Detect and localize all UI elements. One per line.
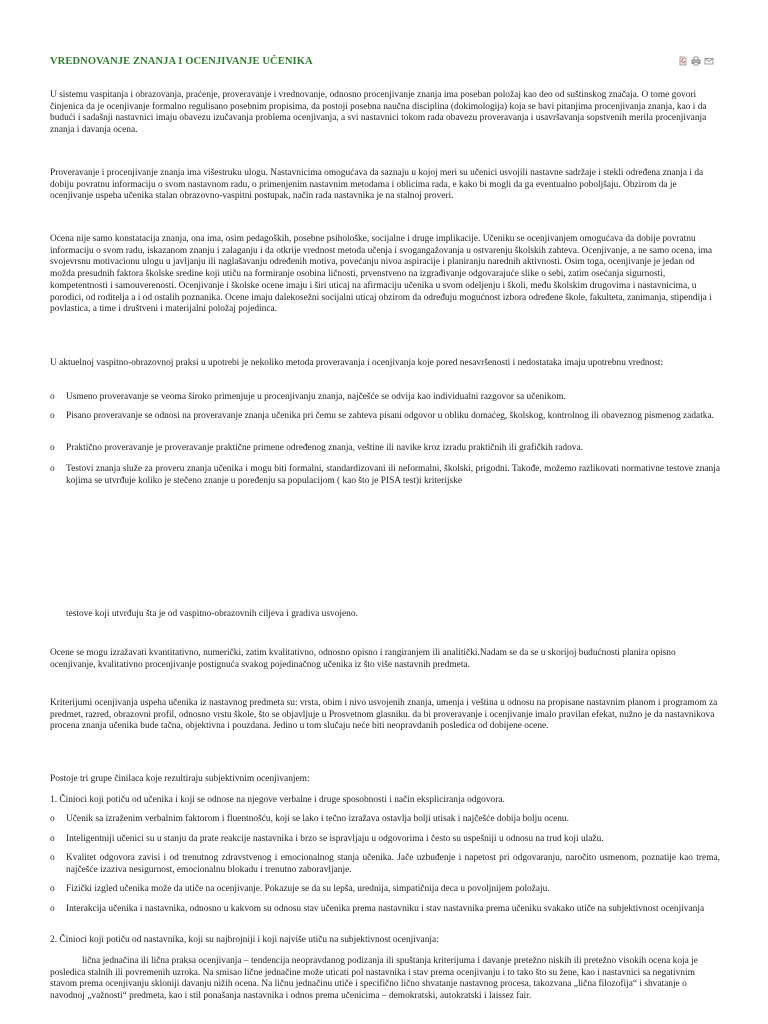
methods-intro-paragraph: U aktuelnoj vaspitno-obrazovnoj praksi u upotrebi je nekoliko metoda proveravanja i ocenjivanja koje pored nesavršenosti i nedostataka imaju upotrebnu vrednost: bbox=[50, 358, 664, 368]
implications-paragraph: Ocena nije samo konstatacija znanja, ona ima, osim pedagoških, posebne psihološke, socijalne i druge implikacije. Učeniku se ocenjivanjem omogućava da dobije povratnu informaciju o svom radu, iskazanom znanju i zalaganju i da otkrije vrednost metoda učenja i svogangažovanja u ostvarenju školskih zahteva. Ocenjivanje, a ne samo ocena, ima svojevrsnu motivacionu ulogu u javljanju ili naglašavanju određenih motiva, povećanju nivoa aspiracije i planiranju narednih aktivnosti. Osim toga, ocenjivanje je jedan od možda presudnih faktora školske sredine koji utiču na formiranje osobina ličnosti, prvenstveno na izgrađivanje odgovarajuće slike o sebi, zatim osećanja sigurnosti, kompetentnosti i samouverenosti. Ocenjivanje i školske ocene imaju i širi uticaj na afirmaciju učenika u svom odeljenju i školi, među školskim drugovima i nastavnicima, u porodici, od roditelja a i od ostalih poznanika. Ocene imaju dalekosežni socijalni uticaj obzirom da određuju mogućnost izbora određene škole, fakulteta, zanimanja, stipendija i povlastica, a time i društveni i materijalni položaj pojedinca. bbox=[50, 234, 713, 315]
personal-equation-paragraph: lična jednačina ili lična praksa ocenjivanja – tendencija neopravdanog podizanja ili spuštanja kriterijuma i davanje pretežno niskih ili pretežno visokih ocena koja je posledica stalnih ili povremenih uzroka. Na smisao lične jednačine može uticati pol nastavnika i stav prema ocenjivanju i to tako što su žene, kao i nastavnici sa negativnim stavom prema ocenjivanju skloniji davanju nižih ocena. Na ličnu jednačinu utiče i specifično lično shvatanje nastavnog procesa, takozvana „lična filozofija“ i shvatanje o navodnoj „važnosti“ predmeta, kao i stil ponašanja nastavnika i odnos prema učenicima – demokratski, autokratski i laissez fair. bbox=[50, 956, 698, 1002]
criteria-paragraph: Kriterijumi ocenjivanja uspeha učenika iz nastavnog predmeta su: vrsta, obim i nivo usvojenih znanja, umenja i veština u odnosu na propisane nastavnim planom i programom za predmet, razred, obrazovni profil, odnosno vrstu škole, što se objavljuje u Prosvetnom glasniku. da bi proveravanje i ocenjivanje imalo pravilan efekat, nužno je da nastavnikova procena znanja učenika bude tačna, objektivna i pouzdana. Jedino u tom slučaju neće biti neopravdanih posledica od dobijene ocene. bbox=[50, 698, 718, 732]
factor-appearance: Fizički izgled učenika može da utiče na ocenjivanje. Pokazuje se da su lepša, urednija, simpatičnija deca u povoljnijem položaju. bbox=[66, 884, 550, 894]
factor-emotional-state: Kvalitet odgovora zavisi i od trenutnog zdravstvenog i emocionalnog stanja učenika. Jače uzbuđenje i napetost pri odgovaranju, naročito usmenom, poznatije kao trema, najčešće izaziva nesigurnost, emocionalnu blokadu i trenutno zaboravljanje. bbox=[66, 853, 720, 875]
method-practical: Praktično proveravanje je proveravanje praktične primene određenog znanja, veštine ili navike kroz izradu praktičnih ili grafičkih radova. bbox=[66, 443, 583, 453]
bullet-icon: o bbox=[50, 814, 55, 824]
factor-intelligence: Inteligentniji učenici su u stanju da prate reakcije nastavnika i brzo se ispravljaju u odgovorima i često su uspešniji u odnosu na trud koji ulažu. bbox=[66, 834, 604, 844]
group1-heading: 1. Činioci koji potiču od učenika i koji se odnose na njegove verbalne i druge sposobnosti i način ekspliciranja odgovora. bbox=[50, 795, 505, 805]
bullet-icon: o bbox=[50, 411, 55, 421]
method-written: Pisano proveravanje se odnosi na proveravanje znanja učenika pri čemu se zahteva pisani odgovor u obliku domaćeg, školskog, kontrolnog ili obaveznog pismenog zadatka. bbox=[66, 411, 714, 421]
print-icon[interactable] bbox=[691, 56, 701, 66]
factors-intro-paragraph: Postoje tri grupe činilaca koje rezultiraju subjektivnim ocenjivanjem: bbox=[50, 774, 310, 784]
article-toolbar bbox=[678, 56, 714, 66]
tests-continuation: testove koji utvrđuju šta je od vaspitno-obrazovnih ciljeva i gradiva usvojeno. bbox=[66, 609, 358, 619]
bullet-icon: o bbox=[50, 443, 55, 453]
bullet-icon: o bbox=[50, 392, 55, 402]
pdf-icon[interactable] bbox=[678, 56, 688, 66]
roles-paragraph: Proveravanje i procenjivanje znanja ima višestruku ulogu. Nastavnicima omogućava da saznaju u kojoj meri su učenici usvojili nastavne sadržaje i stekli određena znanja i da dobiju povratnu informaciju o svom nastavnom radu, o primenjenim nastavnim metodama i oblicima rada, e kako bi mogli da ga eventualno poboljšaju. Obzirom da je ocenjivanje uspeha učenika stalan obrazovno-vaspitni postupak, način rada nastavnika je na stalnoj proveri. bbox=[50, 168, 704, 202]
factor-verbal: Učenik sa izraženim verbalnim faktorom i fluentnošću, koji se lako i tečno izražava ostavlja bolji utisak i najčešće dobija bolju ocenu. bbox=[66, 814, 569, 824]
email-icon[interactable] bbox=[704, 56, 714, 66]
bullet-icon: o bbox=[50, 904, 55, 914]
page-title: VREDNOVANJE ZNANJA I OCENJIVANJE UČENIKA bbox=[50, 56, 313, 67]
bullet-icon: o bbox=[50, 853, 55, 863]
bullet-icon: o bbox=[50, 834, 55, 844]
bullet-icon: o bbox=[50, 884, 55, 894]
factor-interaction: Interakcija učenika i nastavnika, odnosno u kakvom su odnosu stav učenika prema nastavniku i stav nastavnika prema učeniku svakako utiče na subjektivnost ocenjivanja bbox=[66, 904, 705, 914]
bullet-icon: o bbox=[50, 464, 55, 474]
grading-forms-paragraph: Ocene se mogu izražavati kvantitativno, numerički, zatim kvalitativno, odnosno opisno i rangiranjem ili analitički.Nadam se da se u skorijoj budućnosti planira opisno ocenjivanje, kvalitativno procenjivanje postignuća svakog pojedinačnog učenika iz što više nastavnih predmeta. bbox=[50, 648, 676, 670]
intro-paragraph: U sistemu vaspitanja i obrazovanja, praćenje, proveravanje i vrednovanje, odnosno procenjivanje znanja ima poseban položaj kao deo od suštinskog značaja. O tome govori činjenica da je ocenjivanje formalno regulisano posebnim propisima, da postoji posebna naučna disciplina (dokimologija) koja se bavi pitanjima procenjivanja znanja, kao i da budući i sadašnji nastavnici imaju obavezu izučavanja problema ocenjivanja, a svi nastavnici tokom rada obavezu proveravanja i usavršavanja sopstvenih merila procenjivanja znanja i davanja ocena. bbox=[50, 90, 707, 136]
method-oral: Usmeno proveravanje se veoma široko primenjuje u procenjivanju znanja, najčešće se odvija kao individualni razgovor sa učenikom. bbox=[66, 392, 566, 402]
group2-heading: 2. Činioci koji potiču od nastavnika, koji su najbrojniji i koji najviše utiču na subjektivnost ocenjivanja: bbox=[50, 935, 439, 945]
method-tests: Testovi znanja služe za proveru znanja učenika i mogu biti formalni, standardizovani ili neformalni, školski, prigodni. Takođe, možemo razlikovati normativne testove znanja kojima se utvrđuje koliko je stečeno znanje u poređenju sa populacijom ( kao što je PISA test)i kriterijske bbox=[66, 464, 720, 486]
